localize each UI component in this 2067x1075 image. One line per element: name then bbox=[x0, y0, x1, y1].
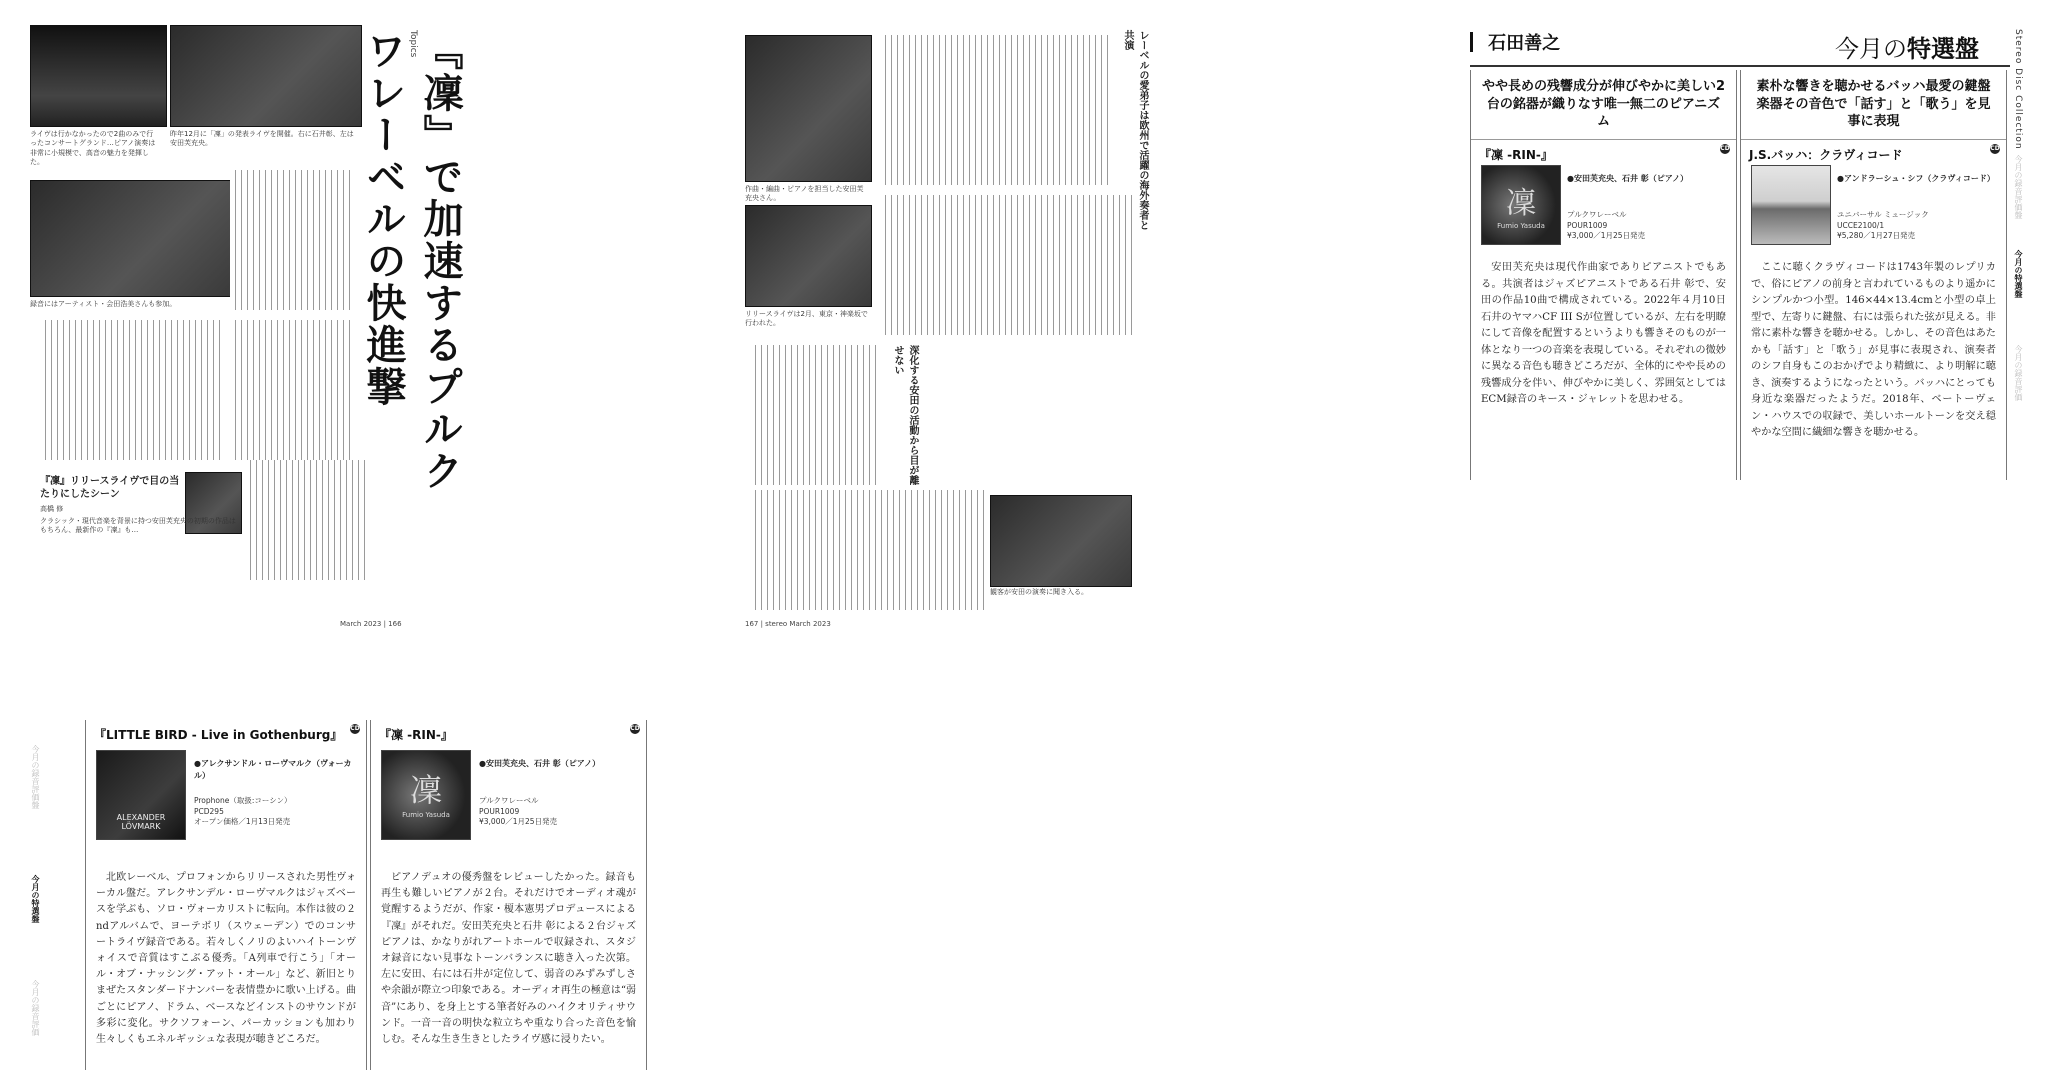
cover-title-b-2: 凜 bbox=[409, 771, 442, 809]
body-text-left-1 bbox=[230, 170, 350, 310]
side-brand: Stereo Disc Collection bbox=[2013, 29, 2023, 150]
performer-1: ●安田芙充央、石井 彰（ピアノ） bbox=[1567, 174, 1689, 183]
author-name: 石田善之 bbox=[1488, 33, 1561, 54]
photo-band bbox=[990, 495, 1132, 587]
meta-1 bbox=[1567, 210, 1645, 242]
photo-pianists bbox=[170, 25, 362, 127]
side-tab-1: 今月の録音評価盤 bbox=[2014, 155, 2023, 219]
catalog-1: POUR1009 bbox=[1567, 220, 1608, 230]
cd-icon: CD bbox=[350, 725, 360, 732]
price-b-2: ¥3,000／1月25日発売 bbox=[479, 817, 558, 826]
meta-b-1 bbox=[194, 796, 292, 828]
meta-b-2 bbox=[479, 796, 557, 828]
photo-caption-3: 録音にはアーティスト・会田浩美さんも参加。 bbox=[30, 300, 177, 308]
section-title-pre: 今月の bbox=[1835, 35, 1907, 63]
review-column-2 bbox=[1740, 70, 2007, 480]
right-heading-2: 深化する安田の活動から目が離せない bbox=[892, 345, 918, 485]
album-cover-little-bird bbox=[96, 750, 186, 840]
headline: 『凜』で加速するプルクワレーベルの快進撃 bbox=[360, 30, 463, 492]
body-text-left-3 bbox=[40, 320, 220, 460]
cd-icon: CD bbox=[630, 725, 640, 732]
sub-article-title: 『凜』リリースライヴで目の当たりにしたシーン bbox=[40, 476, 180, 500]
label-b-1: Prophone（取扱:コーシン） bbox=[194, 796, 292, 805]
photo-caption-2: 昨年12月に「凜」の発表ライヴを開催。右に石井彰、左は安田芙充央。 bbox=[170, 130, 354, 148]
label-b-2: プルクワレーベル bbox=[479, 796, 539, 805]
cover-title: 凜 bbox=[1506, 186, 1536, 221]
label-2: ユニバーサル ミュージック bbox=[1837, 210, 1929, 219]
topics-label: Topics bbox=[408, 30, 418, 58]
performer-b-1: ●アレクサンドル・ローヴマルク（ヴォーカル） bbox=[194, 759, 352, 780]
price-2: ¥5,280／1月27日発売 bbox=[1837, 231, 1916, 240]
review-text-1: 安田芙充央は現代作曲家でありピアニストでもある。共演者はジャズピアニストである石井 彰で、安田の作品10曲で構成されている。2022年４月10日石井のヤマハCF III Sが位置しているが、左右を明瞭にして音像を配置するというよりも響きそのものが一体となり一つの音楽を表現している。それぞれの微妙に異なる音色も聴きどころだが、全体的にやや長めの残響成分を伴い、伸びやかに美しく、雰囲気としてはECM録音のキース・ジャレットを思わせる。 bbox=[1481, 262, 1726, 406]
cover-artist: Fumio Yasuda bbox=[1497, 222, 1545, 230]
author-header bbox=[1470, 29, 1770, 59]
left-folio: March 2023 | 166 bbox=[340, 620, 402, 628]
review-text-2: ここに聴くクラヴィコードは1743年製のレプリカで、俗にピアノの前身と言われているものより遥かにシンプルかつ小型。146×44×13.4cmと小型の卓上型で、左寄りに鍵盤、右には張られた弦が見える。非常に素朴な響きを聴かせる。しかし、その音色はあたかも「話す」と「歌う」が見事に表現され、演奏者のシフ自身もこのおかげでより精緻に、より明解に聴き、演奏するようになったという。バッハにとっても身近な楽器だったようだ。2018年、ベートーヴェン・ハウスでの収録で、美しいホールトーンを交え穏やかな空間に繊細な響きを聴かせる。 bbox=[1751, 262, 1996, 439]
album-title-b-2 bbox=[371, 720, 646, 749]
photo-caption-5: リリースライヴは2月、東京・神楽坂で行われた。 bbox=[745, 310, 868, 328]
album-title-1-text: 『凜 -RIN-』 bbox=[1479, 147, 1553, 162]
side-tab-2: 今月の特選盤 bbox=[2014, 250, 2023, 298]
side-tab-b-2: 今月の特選盤 bbox=[31, 875, 40, 923]
cover-artist-b-2: Fumio Yasuda bbox=[402, 811, 450, 819]
side-tab-3: 今月の録音評価 bbox=[2014, 345, 2023, 401]
section-title bbox=[1835, 29, 1979, 64]
author-bar bbox=[1470, 32, 1473, 52]
cd-icon: CD bbox=[1990, 144, 2000, 152]
album-title-b-1-text: 『LITTLE BIRD - Live in Gothenburg』 bbox=[94, 728, 343, 742]
price-1: ¥3,000／1月25日発売 bbox=[1567, 231, 1646, 240]
photo-live bbox=[745, 205, 872, 307]
header-rule bbox=[1470, 65, 2010, 67]
body-text-right-1 bbox=[880, 35, 1110, 185]
album-title-b-1 bbox=[86, 720, 366, 749]
review-headline-1: やや長めの残響成分が伸びやかに美しい2台の銘器が織りなす唯一無二のピアニズム bbox=[1471, 70, 1736, 140]
cd-icon: CD bbox=[1720, 144, 1730, 152]
body-text-left-2 bbox=[230, 320, 350, 460]
catalog-2: UCCE2100/1 bbox=[1837, 220, 1885, 230]
right-folio: 167 | stereo March 2023 bbox=[745, 620, 831, 628]
cover-title-b-1: ALEXANDER LÖVMARK bbox=[116, 813, 166, 831]
photo-caption-6: 観客が安田の演奏に聞き入る。 bbox=[990, 588, 1088, 596]
side-tab-b-3: 今月の録音評価 bbox=[31, 980, 40, 1036]
sub-byline: 高橋 修 bbox=[40, 505, 64, 513]
album-cover-rin-b bbox=[381, 750, 471, 840]
review-text-b-1: 北欧レーベル、プロフォンからリリースされた男性ヴォーカル盤だ。アレクサンデル・ローヴマルクはジャズベースを学ぶも、ソロ・ヴォーカリストに転向。本作は彼の２ndアルバムで、ヨーテボリ（スウェーデン）でのコンサートライヴ録音である。若々しくノリのよいハイトーンヴォイスで音質はすこぶる優秀。「A列車で行こう」「オール・オブ・ナッシング・アット・オール」など、新旧とりまぜたスタンダードナンバーを表情豊かに歌い上げる。曲ごとにピアノ、ドラム、ベースなどインストのサウンドが多彩に変化。サクソフォーン、パーカッションも加わり生々しくもエネルギッシュな表現が聴きどころだ。 bbox=[96, 872, 356, 1045]
album-title-b-2-text: 『凜 -RIN-』 bbox=[379, 728, 453, 742]
photo-piano-stage bbox=[30, 25, 167, 127]
review-panel-bottom bbox=[10, 715, 650, 1075]
photo-trio bbox=[745, 35, 872, 182]
album-title-2-text: J.S.バッハ：クラヴィコード bbox=[1749, 147, 1903, 162]
price-b-1: オープン価格／1月13日発売 bbox=[194, 817, 291, 826]
review-column-1 bbox=[1470, 70, 1737, 480]
review-headline-2: 素朴な響きを聴かせるバッハ最愛の鍵盤楽器その音色で「話す」と「歌う」を見事に表現 bbox=[1741, 70, 2006, 140]
side-tab-b-1: 今月の録音評価盤 bbox=[31, 745, 40, 809]
catalog-b-1: PCD295 bbox=[194, 806, 224, 816]
label-1: プルクワレーベル bbox=[1567, 210, 1627, 219]
magazine-spread bbox=[30, 20, 1148, 640]
album-cover-clavichord bbox=[1751, 165, 1831, 245]
review-panel-top bbox=[1470, 25, 2025, 485]
body-text-right-4 bbox=[750, 490, 985, 610]
review-column-b-1 bbox=[85, 720, 367, 1070]
section-title-bold: 特選盤 bbox=[1907, 35, 1979, 63]
photo-caption-1: ライヴは行かなかったので2曲のみで行ったコンサートグランド…ピアノ演奏は非常に小規模で、高音の魅力を発揮した。 bbox=[30, 130, 156, 167]
body-text-right-3 bbox=[750, 345, 880, 485]
performer-b-2: ●安田芙充央、石井 彰（ピアノ） bbox=[479, 759, 601, 768]
review-text-b-2: ピアノデュオの優秀盤をレビューしたかった。録音も再生も難しいピアノが２台。それだけでオーディオ魂が覚醒するようだが、作家・榎本憲男プロデュースによる『凜』がそれだ。安田芙充央と石井 彰による２台ジャズピアノは、かなりがれアートホールで収録され、スタジオ録音にない見事なトーンバランスに聴き入った次第。左に安田、右には石井が定位して、弱音のみずみずしさや余韻が際立つ印象である。オーディオ再生の極意は“弱音”にあり、を身上とする筆者好みのハイクオリティサウンド。一音一音の明快な粒立ちや重なり合った音色を愉しむ。そんな生き生きとしたライヴ感に浸りたい。 bbox=[381, 872, 636, 1045]
right-heading: レーベルの愛弟子は欧州で活躍の海外奏者と共演 bbox=[1122, 30, 1148, 230]
review-column-b-2 bbox=[370, 720, 647, 1070]
sub-article-text: クラシック・現代音楽を背景に持つ安田芙充央の初期の作品はもちろん、最新作の『凜』も… bbox=[40, 517, 236, 535]
catalog-b-2: POUR1009 bbox=[479, 806, 520, 816]
photo-artists bbox=[30, 180, 232, 297]
photo-caption-4: 作曲・編曲・ピアノを担当した安田芙充央さん。 bbox=[745, 185, 864, 203]
album-cover-rin bbox=[1481, 165, 1561, 245]
body-text-right-2 bbox=[880, 195, 1135, 335]
body-text-left-4 bbox=[245, 460, 365, 580]
performer-2: ●アンドラーシュ・シフ（クラヴィコード） bbox=[1837, 174, 1995, 183]
meta-2 bbox=[1837, 210, 1929, 242]
